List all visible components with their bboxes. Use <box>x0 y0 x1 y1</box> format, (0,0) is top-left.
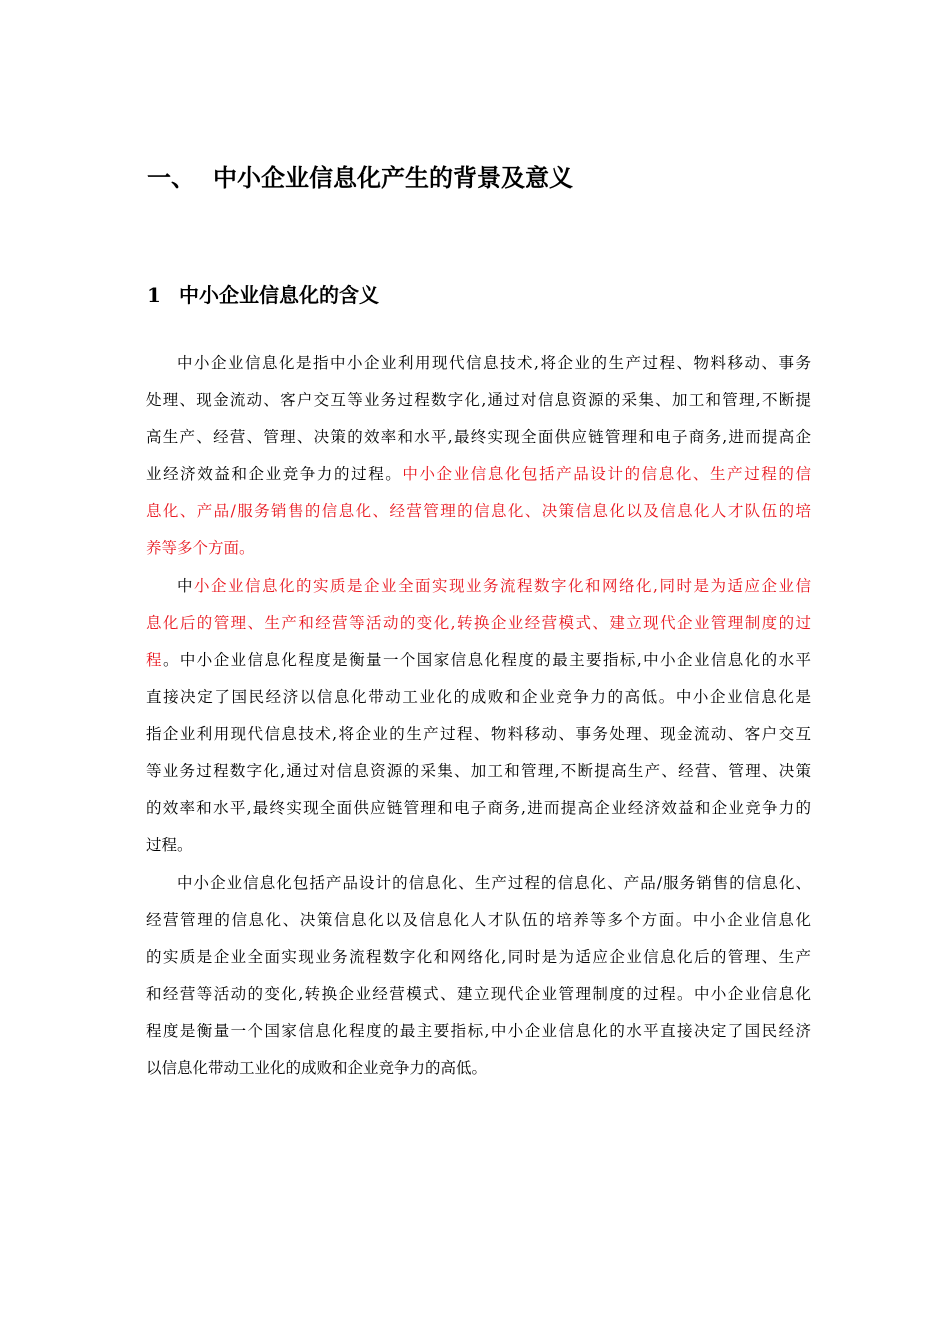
text-line <box>146 679 811 716</box>
highlighted-text: 程 <box>146 651 163 669</box>
text-line <box>146 827 811 864</box>
highlighted-text: 小企业信息化的实质是企业全面实现业务流程数字化和网络化,同时是为适应企业信 <box>194 577 811 595</box>
text-line <box>146 382 811 419</box>
subsection-heading <box>147 280 379 310</box>
text-line <box>146 1013 811 1050</box>
body-text: 经营管理的信息化、决策信息化以及信息化人才队伍的培养等多个方面。中小企业信息化 <box>146 911 811 929</box>
body-text: 的效率和水平,最终实现全面供应链管理和电子商务,进而提高企业经济效益和企业竞争力的 <box>146 799 811 817</box>
body-text: 的实质是企业全面实现业务流程数字化和网络化,同时是为适应企业信息化后的管理、生产 <box>146 948 811 966</box>
body-text: 和经营等活动的变化,转换企业经营模式、建立现代企业管理制度的过程。中小企业信息化 <box>146 985 811 1003</box>
text-line <box>146 753 811 790</box>
text-line <box>146 976 811 1013</box>
highlighted-text: 中小企业信息化包括产品设计的信息化、生产过程的信 <box>402 465 811 483</box>
text-line <box>146 605 811 642</box>
body-text: 中小企业信息化包括产品设计的信息化、生产过程的信息化、产品/服务销售的信息化、 <box>177 874 811 892</box>
section-heading <box>147 160 573 196</box>
body-text: 中 <box>177 577 195 595</box>
text-line <box>146 790 811 827</box>
text-line <box>146 716 811 753</box>
section-title: 中小企业信息化产生的背景及意义 <box>213 164 573 192</box>
paragraph-3 <box>146 865 811 1087</box>
text-line <box>146 456 811 493</box>
body-text: 指企业利用现代信息技术,将企业的生产过程、物料移动、事务处理、现金流动、客户交互 <box>146 725 811 743</box>
body-text: 等业务过程数字化,通过对信息资源的采集、加工和管理,不断提高生产、经营、管理、决策 <box>146 762 811 780</box>
text-line <box>146 345 811 382</box>
paragraph-2 <box>146 568 811 864</box>
paragraph-1 <box>146 345 811 567</box>
subsection-title: 中小企业信息化的含义 <box>179 283 379 307</box>
body-text: 中小企业信息化是指中小企业利用现代信息技术,将企业的生产过程、物料移动、事务 <box>177 354 811 372</box>
text-line <box>146 642 811 679</box>
body-text: 。中小企业信息化程度是衡量一个国家信息化程度的最主要指标,中小企业信息化的水平 <box>162 651 811 669</box>
subsection-number: 1 <box>147 283 161 307</box>
highlighted-text: 息化后的管理、生产和经营等活动的变化,转换企业经营模式、建立现代企业管理制度的过 <box>146 614 811 632</box>
body-text: 直接决定了国民经济以信息化带动工业化的成败和企业竞争力的高低。中小企业信息化是 <box>146 688 811 706</box>
text-line <box>146 902 811 939</box>
body-text: 过程。 <box>146 836 193 854</box>
text-line <box>146 530 811 567</box>
text-line <box>146 568 811 605</box>
highlighted-text: 息化、产品/服务销售的信息化、经营管理的信息化、决策信息化以及信息化人才队伍的培 <box>146 502 811 520</box>
body-text: 高生产、经营、管理、决策的效率和水平,最终实现全面供应链管理和电子商务,进而提高企 <box>146 428 811 446</box>
body-text: 业经济效益和企业竞争力的过程。 <box>146 465 403 483</box>
text-line <box>146 1050 811 1087</box>
section-number: 一、 <box>147 164 195 192</box>
body-text: 以信息化带动工业化的成败和企业竞争力的高低。 <box>146 1059 488 1077</box>
body-text: 处理、现金流动、客户交互等业务过程数字化,通过对信息资源的采集、加工和管理,不断提 <box>146 391 811 409</box>
body-text: 程度是衡量一个国家信息化程度的最主要指标,中小企业信息化的水平直接决定了国民经济 <box>146 1022 811 1040</box>
highlighted-text: 养等多个方面。 <box>146 539 255 557</box>
text-line <box>146 419 811 456</box>
text-line <box>146 865 811 902</box>
text-line <box>146 939 811 976</box>
text-line <box>146 493 811 530</box>
